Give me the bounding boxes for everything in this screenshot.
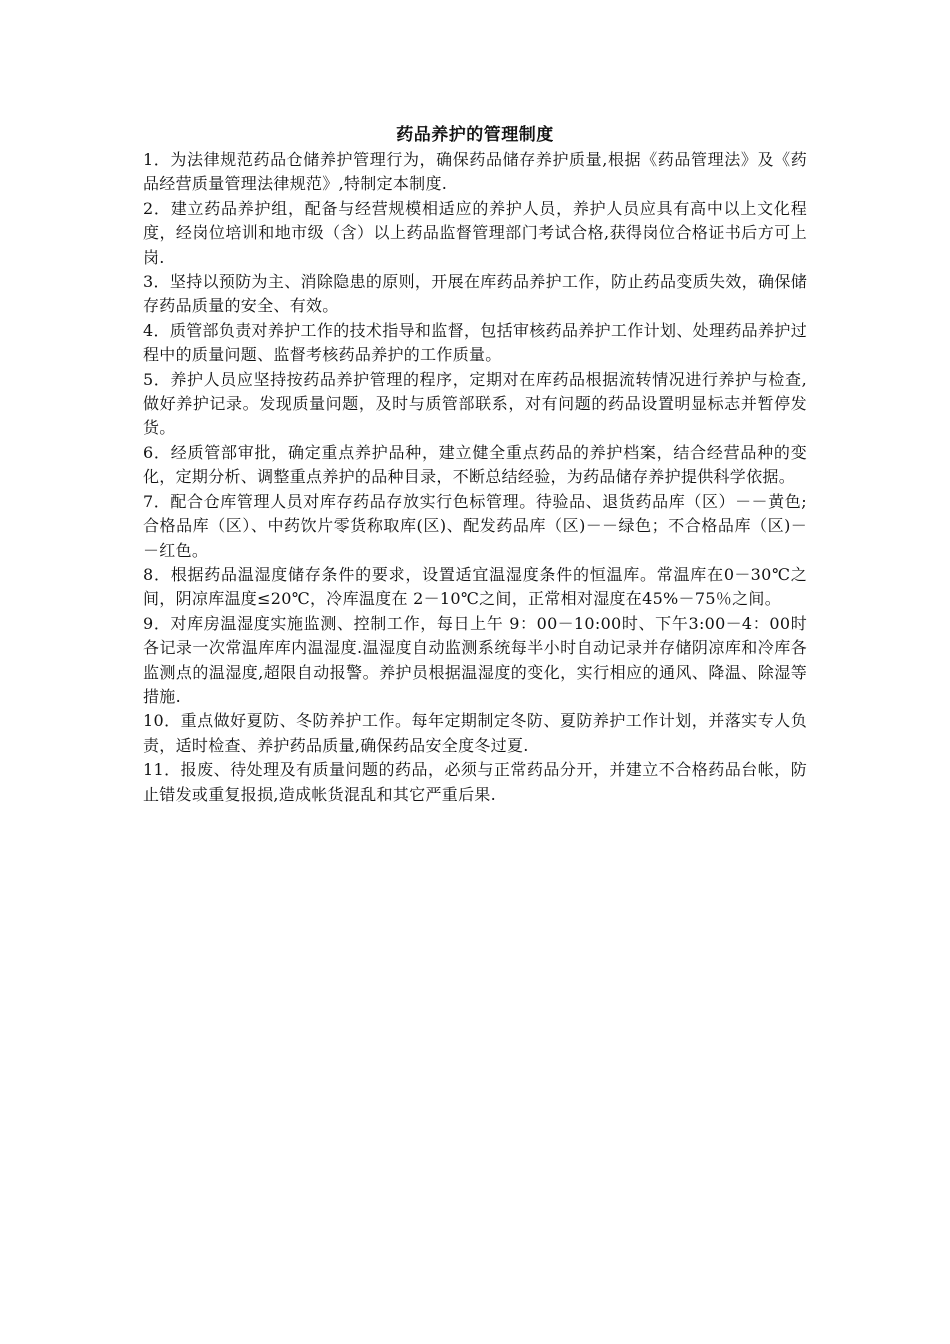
paragraph-6: 6．经质管部审批，确定重点养护品种，建立健全重点药品的养护档案，结合经营品种的变化，定期分析、调整重点养护的品种目录，不断总结经验，为药品储存养护提供科学依据。 bbox=[143, 442, 807, 487]
paragraph-1: 1．为法律规范药品仓储养护管理行为，确保药品储存养护质量,根据《药品管理法》及《药品经营质量管理法律规范》,特制定本制度. bbox=[143, 150, 807, 194]
paragraph-10: 10．重点做好夏防、冬防养护工作。每年定期制定冬防、夏防养护工作计划，并落实专人负责，适时检查、养护药品质量,确保药品安全度冬过夏. bbox=[143, 711, 807, 755]
paragraph-3: 3．坚持以预防为主、消除隐患的原则，开展在库药品养护工作，防止药品变质失效，确保储存药品质量的安全、有效。 bbox=[143, 272, 807, 316]
document-page bbox=[143, 122, 807, 807]
paragraph-9: 9．对库房温湿度实施监测、控制工作，每日上午 9：00－10:00时、下午3:00－4：00时各记录一次常温库库内温湿度.温湿度自动监测系统每半小时自动记录并存储阴凉库和冷库各监测点的温湿度,超限自动报警。养护员根据温湿度的变化，实行相应的通风、降温、除湿等措施. bbox=[143, 613, 807, 706]
paragraph-5: 5．养护人员应坚持按药品养护管理的程序，定期对在库药品根据流转情况进行养护与检查,做好养护记录。发现质量问题，及时与质管部联系，对有问题的药品设置明显标志并暂停发货。 bbox=[143, 369, 807, 438]
document-title: 药品养护的管理制度 bbox=[396, 125, 554, 145]
paragraph-7: 7．配合仓库管理人员对库存药品存放实行色标管理。待验品、退货药品库（区）－－黄色;合格品库（区）、中药饮片零货称取库(区)、配发药品库（区)－－绿色；不合格品库（区)－－红色。 bbox=[143, 491, 807, 560]
paragraph-11: 11．报废、待处理及有质量问题的药品，必须与正常药品分开，并建立不合格药品台帐，防止错发或重复报损,造成帐货混乱和其它严重后果. bbox=[143, 760, 807, 804]
paragraph-4: 4．质管部负责对养护工作的技术指导和监督，包括审核药品养护工作计划、处理药品养护过程中的质量问题、监督考核药品养护的工作质量。 bbox=[143, 320, 807, 365]
paragraph-2: 2．建立药品养护组，配备与经营规模相适应的养护人员，养护人员应具有高中以上文化程度，经岗位培训和地市级（含）以上药品监督管理部门考试合格,获得岗位合格证书后方可上岗. bbox=[143, 198, 807, 267]
paragraph-8: 8．根据药品温湿度储存条件的要求，设置适宜温湿度条件的恒温库。常温库在0－30℃之间，阴凉库温度≤20℃，冷库温度在 2－10℃之间，正常相对湿度在45%－75％之间。 bbox=[143, 564, 807, 609]
